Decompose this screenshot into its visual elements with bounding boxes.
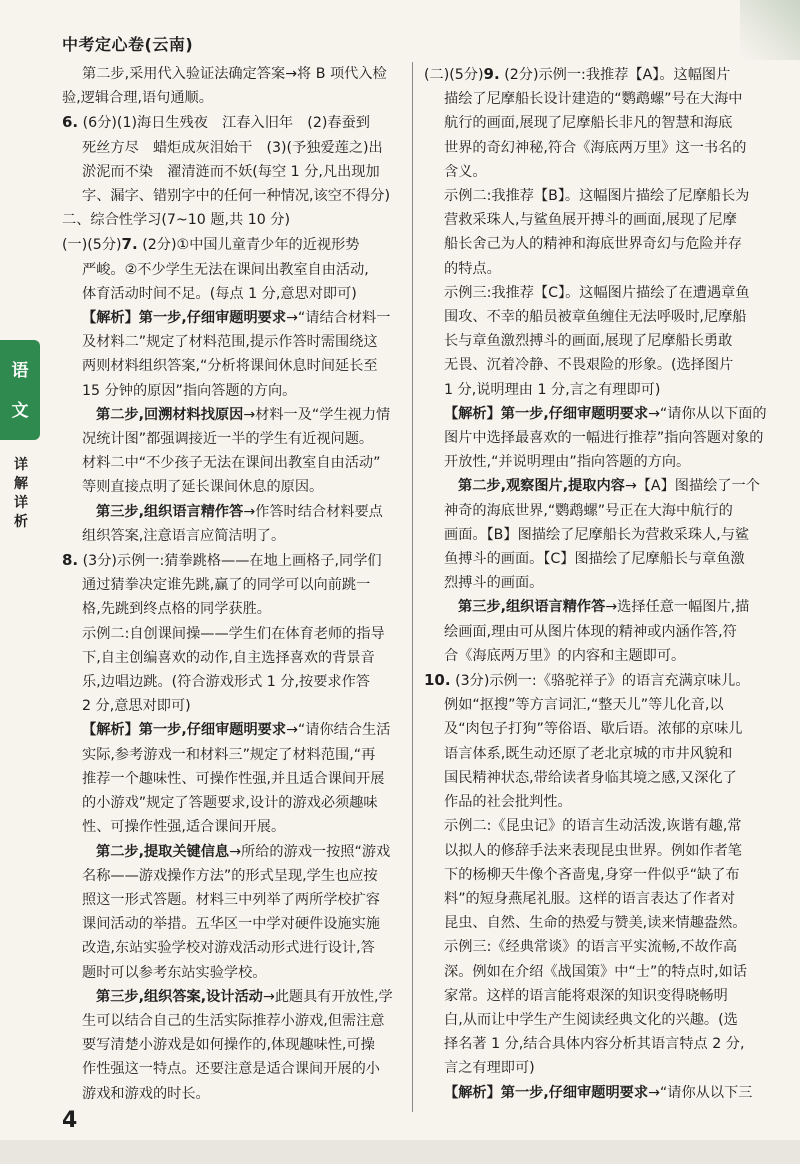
text-line: 生可以结合自己的生活实际推荐小游戏,但需注意 [82, 1012, 385, 1029]
text-line: 题时可以参考东站实验学校。 [82, 964, 267, 981]
text-line: 示例二:我推荐【B】。这幅图片描绘了尼摩船长为 [444, 188, 750, 205]
text-line: 描绘了尼摩船长设计建造的“鹦鹉螺”号在大海中 [444, 91, 743, 108]
answer-7 [62, 232, 406, 257]
text-line: 鱼搏斗的画面。【C】图描绘了尼摩船长与章鱼激 [444, 551, 745, 568]
text-line: 营救采珠人,与鲨鱼展开搏斗的画面,展现了尼摩 [444, 212, 737, 229]
text-line: 格,先跳到终点格的同学获胜。 [82, 601, 271, 618]
question-number: 7. [121, 235, 138, 254]
text-line: 神奇的海底世界,“鹦鹉螺”号正在大海中航行的 [444, 502, 733, 519]
text-line: 国民精神状态,带给读者身临其境之感,又深化了 [444, 769, 737, 786]
right-column [424, 62, 780, 1105]
analysis-step-label: 第二步,提取关键信息 [96, 843, 230, 860]
text-line: 乐,边唱边跳。(符合游戏形式 1 分,按要求作答 [82, 674, 370, 691]
text-span: →“请你从以下面的 [648, 405, 767, 422]
text-line: 名称——游戏操作方法”的形式呈现,学生也应按 [82, 867, 378, 884]
analysis-line [424, 1081, 780, 1105]
text-line: 深。例如在介绍《战国策》中“士”的特点时,如话 [444, 963, 747, 980]
question-number: 10. [424, 671, 451, 690]
analysis-step-label: 【解析】第一步,仔细审题明要求 [82, 722, 287, 739]
question-number: 8. [62, 551, 79, 570]
text-line: 料”的短身燕尾礼服。这样的语言表达了作者对 [444, 890, 736, 907]
text-line: 照这一形式答题。材料三中列举了两所学校扩容 [82, 891, 380, 908]
answer-9 [424, 62, 780, 87]
text-line: 第二步,采用代入验证法确定答案→将 B 项代入检 [82, 66, 387, 82]
analysis-step-label: 第二步,观察图片,提取内容 [458, 478, 625, 495]
analysis-line [62, 840, 406, 864]
text-line: 作品的社会批判性。 [444, 794, 572, 811]
text-span: →“请你结合生活 [286, 722, 391, 739]
analysis-step-label: 【解析】第一步,仔细审题明要求 [444, 1084, 649, 1101]
text-line: 推荐一个趣味性、可操作性强,并且适合课间开展 [82, 770, 385, 787]
text-line: 烈搏斗的画面。 [444, 575, 544, 592]
analysis-line [62, 306, 406, 330]
text-line: 验,逻辑合理,语句通顺。 [62, 90, 213, 107]
side-tab-char-1: 语 [11, 361, 29, 381]
column-divider [412, 62, 413, 1112]
section-heading: 二、综合性学习(7~10 题,共 10 分) [62, 212, 291, 229]
text-line: 及“肉包子打狗”等俗语、歇后语。浓郁的京味儿 [444, 721, 743, 738]
text-line: 改造,东站实验学校对游戏活动形式进行设计,答 [82, 940, 375, 957]
text-span: (3分)示例一:猜拳跳格——在地上画格子,同学们 [78, 553, 382, 570]
analysis-line [62, 718, 406, 742]
text-line: 通过猜拳决定谁先跳,赢了的同学可以向前跳一 [82, 577, 371, 594]
text-span: →“请你从以下三 [648, 1084, 753, 1101]
text-span: →“请结合材料一 [286, 310, 391, 327]
analysis-line [62, 500, 406, 524]
text-line: 下的杨柳天牛像个吝啬鬼,身穿一件似乎“缺了布 [444, 866, 740, 883]
text-line: 的特点。 [444, 260, 501, 277]
analysis-line [62, 403, 406, 427]
analysis-step-label: 第二步,回溯材料找原因 [96, 406, 244, 423]
analysis-step-label: 【解析】第一步,仔细审题明要求 [82, 310, 287, 327]
text-line: 开放性,“并说明理由”指向答题的方向。 [444, 454, 691, 471]
text-line: 世界的奇幻神秘,符合《海底两万里》这一书名的 [444, 139, 747, 156]
text-line: 死丝方尽 蜡炬成灰泪始干 (3)(予独爱莲之)出 [82, 139, 383, 156]
text-line: 昆虫、自然、生命的热爱与赞美,读来情趣盎然。 [444, 915, 747, 932]
answer-6 [62, 110, 406, 135]
text-line: 性、可操作性强,适合课间开展。 [82, 819, 286, 836]
analysis-step-label: 第三步,组织答案,设计活动 [96, 988, 263, 1005]
question-number: 9. [483, 65, 500, 83]
text-line: 围攻、不幸的船员被章鱼缠住无法呼吸时,尼摩船 [444, 309, 747, 326]
analysis-step-label: 【解析】第一步,仔细审题明要求 [444, 405, 649, 422]
text-line: 下,自主创编喜欢的动作,自主选择喜欢的背景音 [82, 649, 375, 666]
text-line: 实际,参考游戏一和材料三”规定了材料范围,“再 [82, 746, 376, 763]
text-line: 示例三:我推荐【C】。这幅图片描绘了在遭遇章鱼 [444, 284, 750, 301]
text-span: →作答时结合材料要点 [243, 503, 383, 520]
analysis-step-label: 第三步,组织语言精作答 [458, 599, 606, 616]
text-line: 示例二:自创课间操——学生们在体育老师的指导 [82, 625, 385, 642]
text-line: 语言体系,既生动还原了老北京城的市井风貌和 [444, 745, 733, 762]
answer-8 [62, 548, 406, 573]
text-line: 游戏和游戏的时长。 [82, 1085, 210, 1102]
text-line: 2 分,意思对即可) [82, 698, 191, 715]
text-line: 两则材料组织答案,“分析将课间休息时间延长至 [82, 358, 378, 375]
text-line: 无畏、沉着冷静、不畏艰险的形象。(选择图片 [444, 357, 734, 374]
text-line: 的小游戏”规定了答题要求,设计的游戏必须趣味 [82, 795, 378, 812]
text-line: 示例三:《经典常谈》的语言平实流畅,不故作高 [444, 939, 738, 956]
page-corner-decoration [740, 0, 800, 60]
text-span: →【A】图描绘了一个 [624, 478, 760, 495]
text-line: 要写清楚小游戏是如何操作的,体现趣味性,可操 [82, 1037, 375, 1054]
analysis-line [424, 402, 780, 426]
text-line: 严峻。②不少学生无法在课间出教室自由活动, [82, 261, 369, 278]
text-line: 作性强这一特点。还要注意是适合课间开展的小 [82, 1061, 380, 1078]
text-line: 画面。【B】图描绘了尼摩船长为营救采珠人,与鲨 [444, 526, 750, 543]
text-line: 及材料二”规定了材料范围,提示作答时需围绕这 [82, 334, 378, 351]
text-line: 组织答案,注意语言应简洁明了。 [82, 527, 286, 544]
text-line: 合《海底两万里》的内容和主题即可。 [444, 647, 686, 664]
text-span: (2分)示例一:我推荐【A】。这幅图片 [499, 67, 731, 83]
text-line: 择名著 1 分,结合具体内容分析其语言特点 2 分, [444, 1036, 745, 1053]
question-number: 6. [62, 113, 79, 132]
text-line: 图片中选择最喜欢的一幅进行推荐”指向答题对象的 [444, 430, 764, 447]
text-line: 以拟人的修辞手法来表现昆虫世界。例如作者笔 [444, 842, 742, 859]
analysis-line [424, 474, 780, 498]
text-line: 长与章鱼激烈搏斗的画面,展现了尼摩船长勇敢 [444, 333, 733, 350]
text-line: 课间活动的举措。五华区一中学对硬件设施实施 [82, 916, 380, 933]
text-line: 白,从而让中学生产生阅读经典文化的兴趣。(选 [444, 1011, 738, 1028]
text-span: (二)(5分) [424, 67, 484, 83]
text-line: 况统计图”都强调接近一半的学生有近视问题。 [82, 431, 374, 448]
bottom-band [0, 1140, 800, 1164]
text-line: 航行的画面,展现了尼摩船长非凡的智慧和海底 [444, 115, 733, 132]
answer-10 [424, 668, 780, 693]
text-span: →此题具有开放性,学 [262, 988, 393, 1005]
text-line: 言之有理即可) [444, 1060, 535, 1077]
analysis-step-label: 第三步,组织语言精作答 [96, 503, 244, 520]
text-line: 示例二:《昆虫记》的语言生动活泼,诙谐有趣,常 [444, 818, 742, 835]
side-tab-char-2: 文 [11, 401, 29, 421]
text-line: 淤泥而不染 濯清涟而不妖(每空 1 分,凡出现加 [82, 163, 380, 180]
text-span: →选择任意一幅图片,描 [605, 599, 750, 616]
text-line: 例如“抠搜”等方言词汇,“整天儿”等儿化音,以 [444, 697, 724, 714]
text-line: 字、漏字、错别字中的任何一种情况,该空不得分) [82, 188, 390, 205]
text-span: (2分)①中国儿童青少年的近视形势 [137, 237, 360, 254]
text-line: 体育活动时间不足。(每点 1 分,意思对即可) [82, 285, 357, 302]
text-span: →材料一及“学生视力情 [243, 406, 391, 423]
side-label: 详解详析 [14, 457, 28, 530]
text-span: (3分)示例一:《骆驼祥子》的语言充满京味儿。 [450, 673, 750, 690]
text-line: 材料二中“不少孩子无法在课间出教室自由活动” [82, 455, 381, 472]
text-span: →所给的游戏一按照“游戏 [229, 843, 391, 860]
text-line: 等则直接点明了延长课间休息的原因。 [82, 479, 324, 496]
analysis-line [424, 595, 780, 619]
text-line: 含义。 [444, 163, 487, 180]
text-line: 1 分,说明理由 1 分,言之有理即可) [444, 381, 661, 398]
text-line: 家常。这样的语言能将艰深的知识变得晓畅明 [444, 987, 728, 1004]
header-title: 中考定心卷(云南) [62, 35, 194, 54]
subject-side-tab [0, 340, 40, 440]
left-column [62, 62, 406, 1106]
text-span: (一)(5分) [62, 237, 122, 254]
text-line: 船长舍己为人的精神和海底世界奇幻与危险并存 [444, 236, 742, 253]
text-line: 15 分钟的原因”指向答题的方向。 [82, 382, 297, 399]
text-line: 绘画面,理由可从图片体现的精神或内涵作答,符 [444, 623, 737, 640]
page-number: 4 [62, 1108, 78, 1133]
text-span: (6分)(1)海日生残夜 江春入旧年 (2)春蚕到 [78, 115, 370, 132]
analysis-line [62, 985, 406, 1009]
